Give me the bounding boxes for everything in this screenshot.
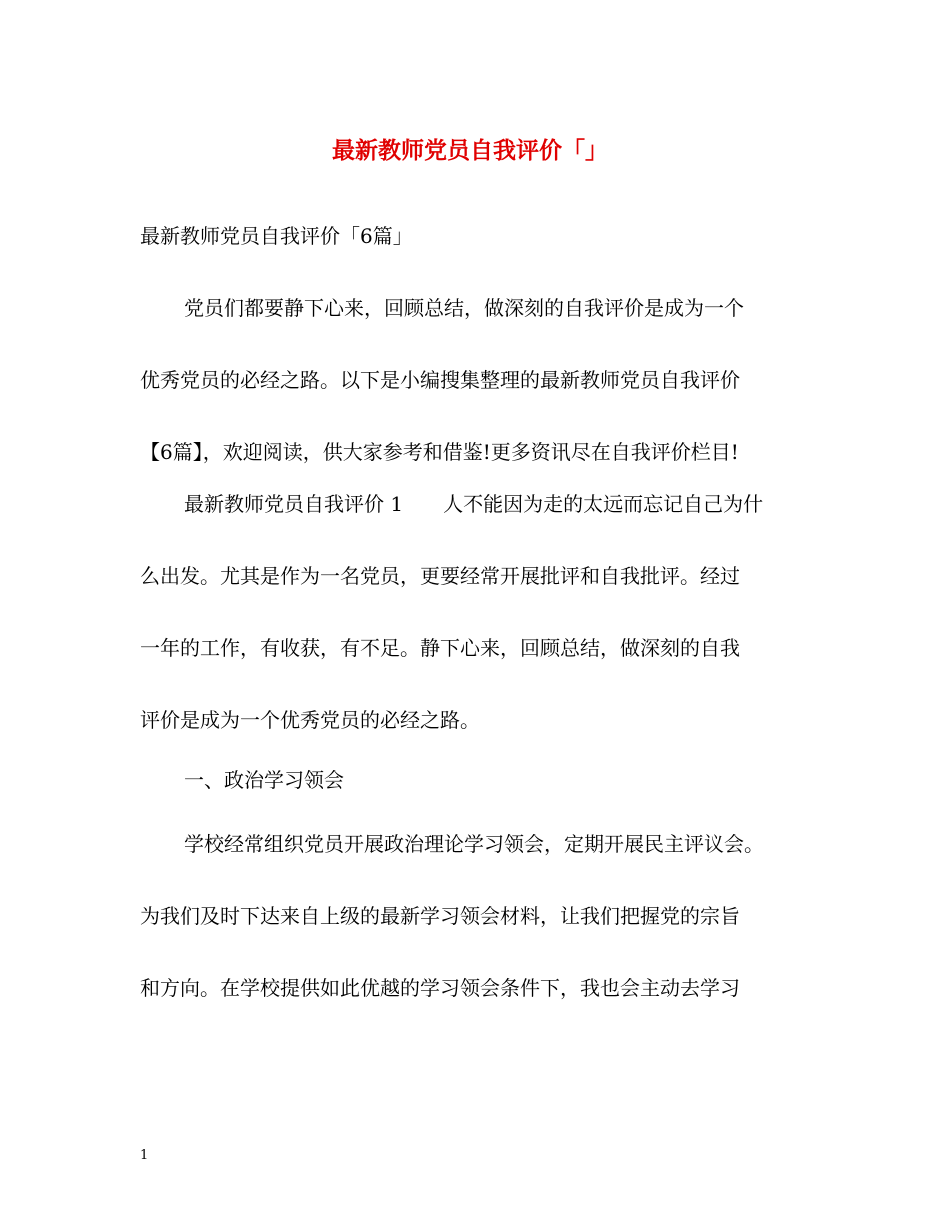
paragraph-line: 和方向。在学校提供如此优越的学习领会条件下，我也会主动去学习 [140,976,740,1000]
section-heading: 最新教师党员自我评价 1 [184,492,404,516]
paragraph-line: 一年的工作，有收获，有不足。静下心来，回顾总结，做深刻的自我 [140,636,740,660]
paragraph-line [184,490,763,518]
paragraph-line: 【6篇】，欢迎阅读，供大家参考和借鉴!更多资讯尽在自我评价栏目! [140,440,739,464]
paragraph-line: 党员们都要静下心来，回顾总结，做深刻的自我评价是成为一个 [184,296,744,320]
paragraph-line: 么出发。尤其是作为一名党员，更要经常开展批评和自我批评。经过 [140,564,740,588]
section-heading: 一、政治学习领会 [184,768,344,792]
paragraph-line: 评价是成为一个优秀党员的必经之路。 [140,708,480,732]
document-title: 最新教师党员自我评价「」 [332,137,608,164]
paragraph-line: 为我们及时下达来自上级的最新学习领会材料，让我们把握党的宗旨 [140,904,740,928]
document-subtitle: 最新教师党员自我评价「6篇」 [140,224,413,248]
paragraph-line: 学校经常组织党员开展政治理论学习领会，定期开展民主评议会。 [184,832,764,856]
paragraph-text: 人不能因为走的太远而忘记自己为什 [443,492,764,516]
paragraph-line: 优秀党员的必经之路。以下是小编搜集整理的最新教师党员自我评价 [140,368,740,392]
page-number: 1 [140,1148,149,1163]
